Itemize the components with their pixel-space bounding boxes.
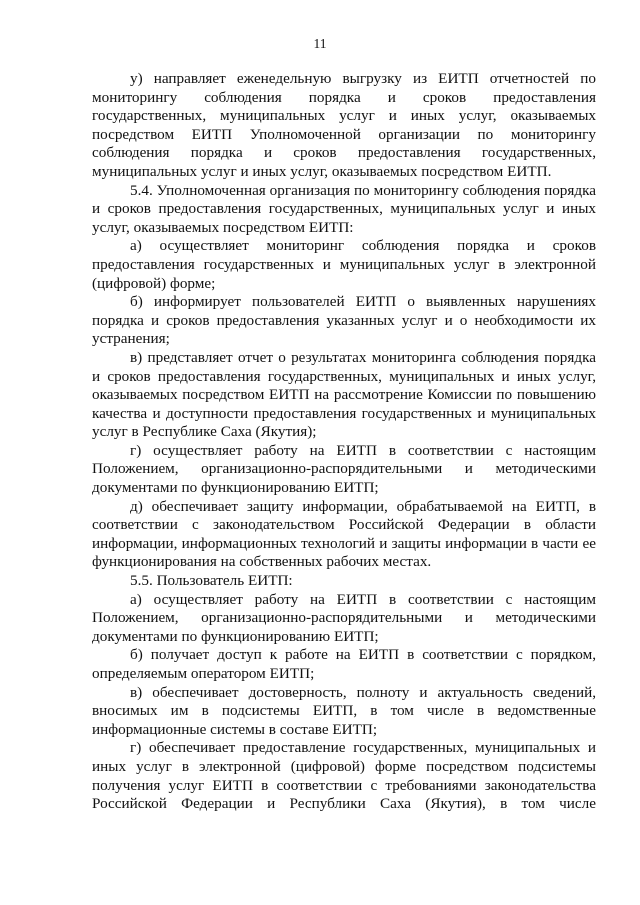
paragraph-item-g: г) обеспечивает предоставление государственных, муниципальных и иных услуг в электронной (цифровой) форме посредством подсистемы получения услуг ЕИТП в соответствии с требованиями законодательства Российской Федерации и Республики Саха (Якутия), в том числе (92, 739, 596, 813)
paragraph-section-5-4: 5.4. Уполномоченная организация по мониторингу соблюдения порядка и сроков предоставления государственных, муниципальных услуг и иных услуг, оказываемых посредством ЕИТП: (92, 181, 596, 236)
paragraph-item-v: в) обеспечивает достоверность, полноту и актуальность сведений, вносимых им в подсистемы ЕИТП, в том числе в ведомственные информационные системы в составе ЕИТП; (92, 683, 596, 738)
paragraph-item-v: в) представляет отчет о результатах мониторинга соблюдения порядка и сроков предоставления государственных, муниципальных и иных услуг, оказываемых посредством ЕИТП на рассмотрение Комиссии по повышению качества и доступности предоставления государственных и муниципальных услуг в Республике Саха (Якутия); (92, 348, 596, 441)
paragraph-item-a: а) осуществляет работу на ЕИТП в соответствии с настоящим Положением, организационно-распорядительными и методическими документами по функционированию ЕИТП; (92, 590, 596, 645)
paragraph-section-5-5: 5.5. Пользователь ЕИТП: (130, 572, 293, 590)
document-body (92, 70, 596, 814)
paragraph-item-b: б) информирует пользователей ЕИТП о выявленных нарушениях порядка и сроков предоставления указанных услуг и о необходимости их устранения; (92, 293, 596, 348)
page-number: 11 (313, 36, 327, 51)
paragraph-item-d: д) обеспечивает защиту информации, обрабатываемой на ЕИТП, в соответствии с законодательством Российской Федерации в области информации, информационных технологий и защиты информации в части ее функционирования на собственных рабочих местах. (92, 497, 596, 571)
paragraph-item-b: б) получает доступ к работе на ЕИТП в соответствии с порядком, определяемым оператором ЕИТП; (92, 646, 596, 682)
paragraph-item-a: а) осуществляет мониторинг соблюдения порядка и сроков предоставления государственных и муниципальных услуг в электронной (цифровой) форме; (92, 237, 596, 292)
paragraph-item-u: у) направляет еженедельную выгрузку из ЕИТП отчетностей по мониторингу соблюдения порядка и сроков предоставления государственных, муниципальных услуг и иных услуг, оказываемых посредством ЕИТП Уполномоченной организации по мониторингу соблюдения порядка и сроков предоставления государственных, муниципальных услуг и иных услуг, оказываемых посредством ЕИТП. (92, 70, 596, 180)
paragraph-item-g: г) осуществляет работу на ЕИТП в соответствии с настоящим Положением, организационно-распорядительными и методическими документами по функционированию ЕИТП; (92, 441, 596, 497)
